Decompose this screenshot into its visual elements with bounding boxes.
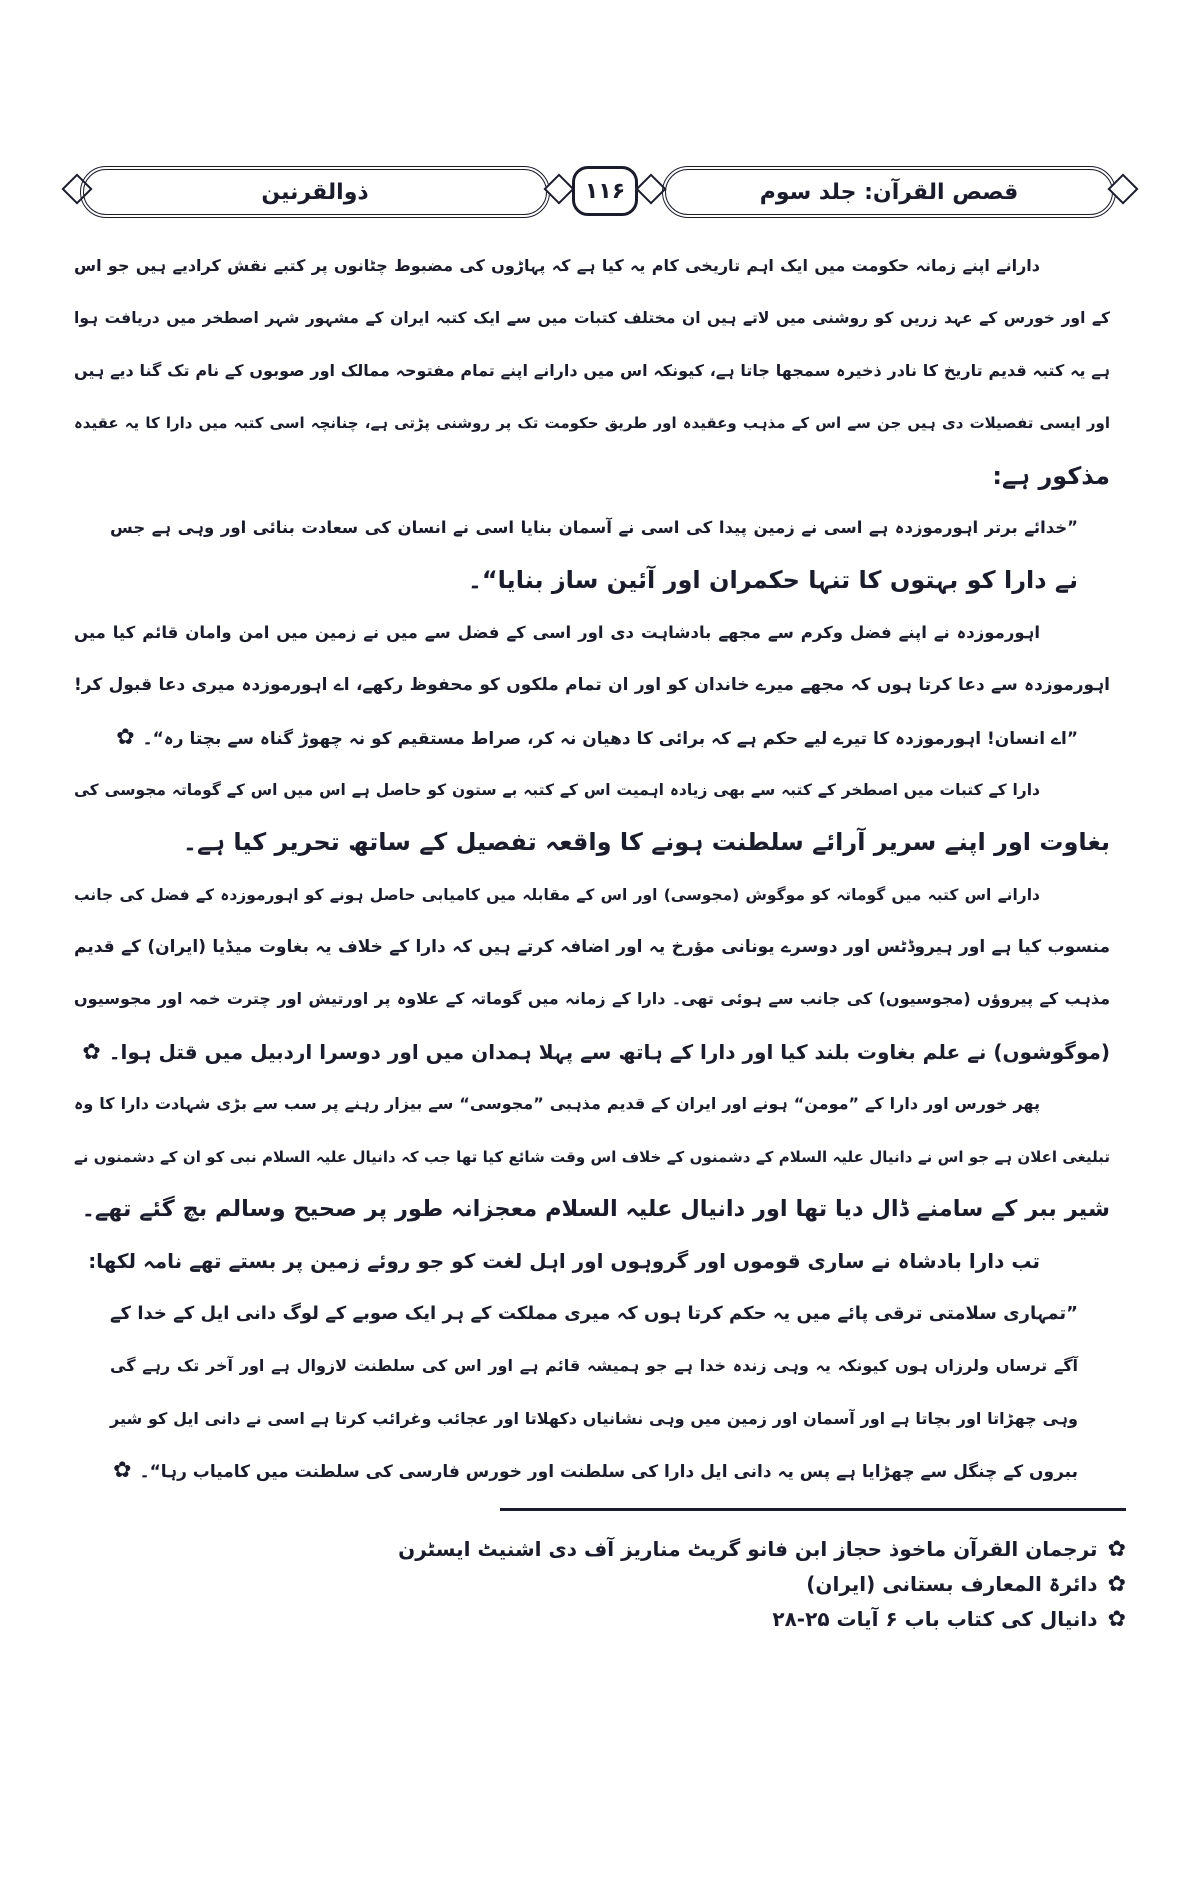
footnote-marker-icon: ✿ (82, 1039, 101, 1065)
line-text: منسوب کیا ہے اور ہیروڈٹس اور دوسرے یونانی مؤرخ یہ اور اضافہ کرتے ہیں کہ دارا کے خلاف یہ بغاوت میڈیا (ایران) کے قدیم (74, 937, 1110, 958)
line-text: تب دارا بادشاہ نے ساری قوموں اور گروہوں اور اہل لغت کو جو روئے زمین پر بستے تھے نامہ لکھا: (88, 1249, 1040, 1274)
text-line (110, 1445, 1078, 1497)
book-title-frame (662, 166, 1116, 218)
text-line (110, 1393, 1078, 1445)
footnote (398, 1567, 1126, 1602)
line-text: ”تمہاری سلامتی ترقی پائے میں یہ حکم کرتا ہوں کہ میری مملکت کے ہر ایک صوبے کے لوگ دانی ایل کے خدا کے (110, 1302, 1078, 1324)
line-text: مذکور ہے: (992, 461, 1110, 490)
line-text: دارانے اس کتبہ میں گوماتہ کو موگوش (مجوسی) اور اس کے مقابلہ میں کامیابی حاصل ہونے کو اہورموزدہ کے فضل کی جانب (74, 885, 1040, 904)
line-text: دارا کے کتبات میں اصطخر کے کتبہ سے بھی زیادہ اہمیت اس کے کتبہ بے ستون کو حاصل ہے اس میں اس کے گوماتہ مجوسی کی (74, 780, 1040, 799)
text-line (110, 554, 1078, 606)
footnote-marker-icon: ✿ (1107, 1537, 1126, 1562)
text-line (74, 921, 1110, 973)
text-line (74, 816, 1110, 868)
text-line (110, 1340, 1078, 1392)
footnote-marker-icon: ✿ (1107, 1572, 1126, 1597)
footnote-divider (500, 1508, 1126, 1511)
page-number: ۱۱۶ (572, 166, 638, 216)
text-line (74, 1183, 1110, 1235)
text-line (74, 292, 1110, 344)
line-text: وہی چھڑاتا اور بچاتا ہے اور آسمان اور زمین میں وہی نشانیاں دکھلاتا اور عجائب وغرائب کرتا ہے اسی نے دانی ایل کو شیر (110, 1408, 1078, 1428)
line-text: آگے ترساں ولرزاں ہوں کیونکہ یہ وہی زندہ خدا ہے جو ہمیشہ قائم ہے اور اس کی سلطنت لازوال ہے اور آخر تک رہے گی (110, 1356, 1078, 1376)
text-line (74, 450, 1110, 502)
line-text: اہورموزدہ نے اپنے فضل وکرم سے مجھے بادشاہت دی اور اسی کے فضل سے میں نے زمین میں امن وامان قائم کیا میں (74, 622, 1040, 642)
text-line (110, 712, 1078, 764)
footnote-marker-icon: ✿ (1107, 1607, 1126, 1632)
text-line (110, 502, 1078, 554)
line-text: ”خدائے برتر اہورموزدہ ہے اسی نے زمین پیدا کی اسی نے آسمان بنایا اسی نے انسان کی سعادت بنائی اور وہی ہے جس (110, 517, 1078, 537)
text-line (74, 659, 1110, 711)
line-text: شیر ببر کے سامنے ڈال دیا تھا اور دانیال علیہ السلام معجزانہ طور پر صحیح وسالم بچ گئے تھے۔ (81, 1196, 1110, 1223)
line-text: نے دارا کو بہتوں کا تنہا حکمران اور آئین ساز بنایا“۔ (467, 566, 1078, 595)
text-line (74, 869, 1110, 921)
footnote-text: ترجمان القرآن ماخوذ حجاز ابن فانو گریٹ مناریز آف دی اشنیٹ ایسٹرن (398, 1537, 1098, 1561)
footnote-marker-icon: ✿ (116, 724, 135, 750)
text-line (74, 764, 1110, 816)
text-line (74, 345, 1110, 397)
text-line (74, 1235, 1110, 1287)
line-text: اور ایسی تفصیلات دی ہیں جن سے اس کے مذہب وعقیدہ اور طریق حکومت تک پر روشنی پڑتی ہے، چنانچہ اسی کتبہ میں دارا کا یہ عقیدہ (74, 414, 1110, 433)
line-text: ہے یہ کتبہ قدیم تاریخ کا نادر ذخیرہ سمجھا جاتا ہے، کیونکہ اس میں دارانے اپنے تمام مفتوحہ ممالک اور صوبوں کے نام تک گنا دیے ہیں (74, 360, 1110, 380)
text-line (74, 1026, 1110, 1078)
footnote (398, 1602, 1126, 1637)
footnote-text: دائرۃ المعارف بستانی (ایران) (806, 1572, 1098, 1596)
line-text: پھر خورس اور دارا کے ”مومن“ ہونے اور ایران کے قدیم مذہبی ”مجوسی“ سے بیزار رہنے پر سب سے بڑی شہادت دارا کا وہ (74, 1094, 1040, 1114)
footnote-marker-icon: ✿ (113, 1457, 132, 1483)
line-text: اہورموزدہ سے دعا کرتا ہوں کہ مجھے میرے خاندان کو اور ان تمام ملکوں کو محفوظ رکھے، اے اہورموزدہ میری دعا قبول کر! (74, 675, 1110, 696)
text-line (74, 607, 1110, 659)
line-text: (موگوشوں) نے علم بغاوت بلند کیا اور دارا کے ہاتھ سے پہلا ہمدان میں اور دوسرا اردبیل میں قتل ہوا۔ (108, 1039, 1110, 1064)
text-line (74, 973, 1110, 1025)
text-line (74, 397, 1110, 449)
text-line (110, 1288, 1078, 1340)
line-text: دارانے اپنے زمانہ حکومت میں ایک اہم تاریخی کام یہ کیا ہے کہ پہاڑوں کی مضبوط چٹانوں پر کتبے نقش کرادیے ہیں جو اس (74, 256, 1040, 275)
text-line (74, 1131, 1110, 1183)
running-header (0, 166, 1192, 214)
line-text: تبلیغی اعلان ہے جو اس نے دانیال علیہ السلام کے دشمنوں کے خلاف اس وقت شائع کیا تھا جب کہ دانیال علیہ السلام نبی کو ان کے دشمنوں نے (74, 1147, 1110, 1166)
chapter-title: ذوالقرنین (261, 179, 369, 205)
line-text: ببروں کے چنگل سے چھڑایا ہے پس یہ دانی ایل دارا کی سلطنت اور خورس فارسی کی سلطنت میں کامیاب رہا“۔ (139, 1461, 1078, 1482)
text-line (74, 240, 1110, 292)
chapter-title-frame (80, 166, 550, 218)
body-text (74, 240, 1110, 1497)
line-text: کے اور خورس کے عہد زریں کو روشنی میں لاتے ہیں ان مختلف کتبات میں سے ایک کتبہ ایران کے مشہور شہر اصطخر میں دریافت ہوا (74, 309, 1110, 328)
book-title: قصص القرآن: جلد سوم (759, 179, 1019, 205)
line-text: مذہب کے پیروؤں (مجوسیوں) کی جانب سے ہوئی تھی۔ دارا کے زمانہ میں گوماتہ کے علاوہ پر اورتیش اور چترت خمہ اور مجوسیوں (74, 989, 1110, 1009)
line-text: ”اے انسان! اہورموزدہ کا تیرے لیے حکم ہے کہ برائی کا دھیان نہ کر، صراط مستقیم کو نہ چھوڑ گناہ سے بچتا رہ“۔ (142, 728, 1078, 749)
footnotes (398, 1532, 1126, 1637)
line-text: بغاوت اور اپنے سریر آرائے سلطنت ہونے کا واقعہ تفصیل کے ساتھ تحریر کیا ہے۔ (182, 828, 1110, 857)
footnote (398, 1532, 1126, 1567)
footnote-text: دانیال کی کتاب باب ۶ آیات ۲۵-۲۸ (772, 1607, 1098, 1631)
text-line (74, 1078, 1110, 1130)
